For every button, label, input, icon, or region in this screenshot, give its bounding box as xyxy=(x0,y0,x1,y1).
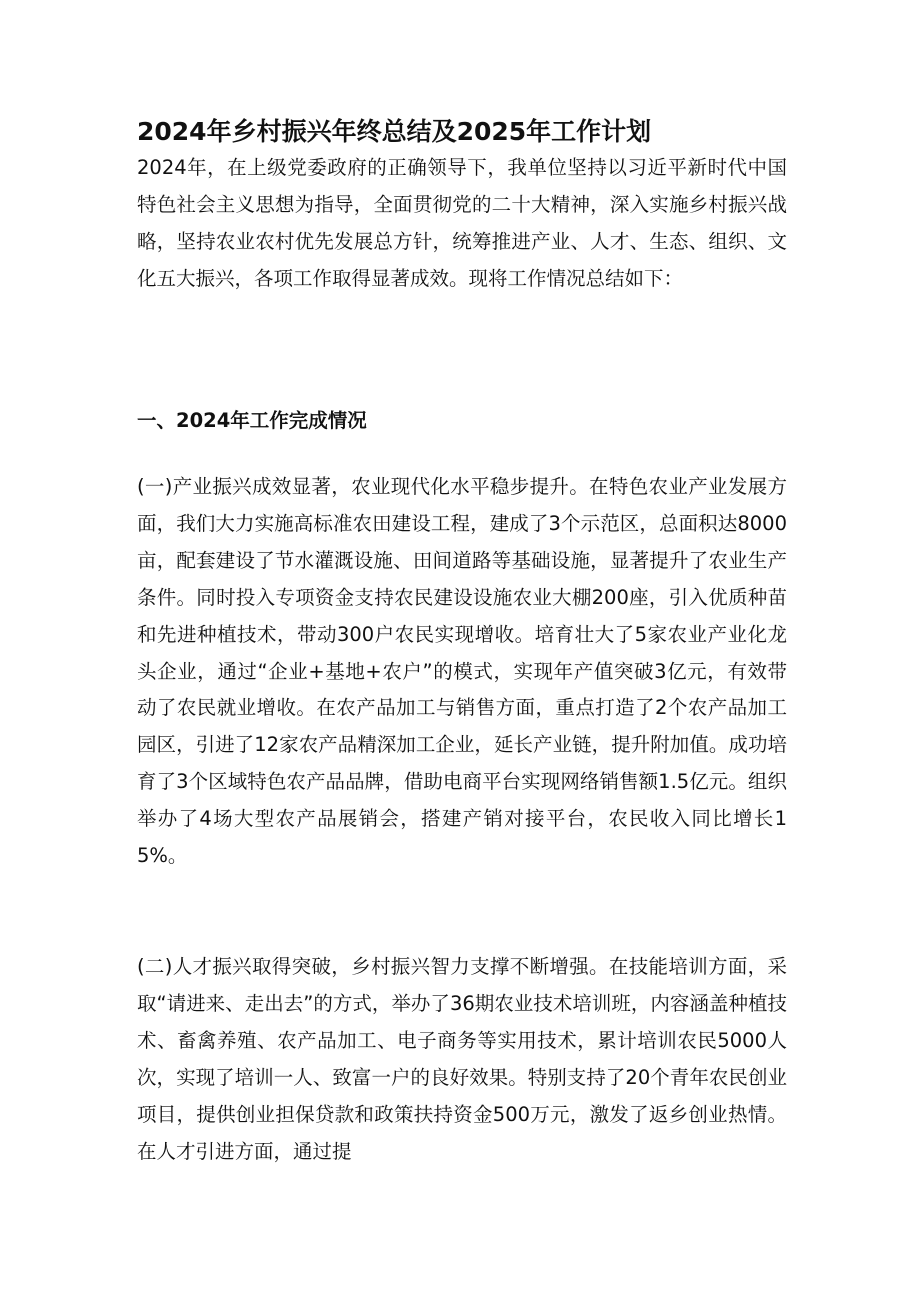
section-heading: 一、2024年工作完成情况 xyxy=(137,409,367,432)
paragraph-industry: (一)产业振兴成效显著，农业现代化水平稳步提升。在特色农业产业发展方面，我们大力实施高标准农田建设工程，建成了3个示范区，总面积达8000亩，配套建设了节水灌溉设施、田间道路等基础设施，显著提升了农业生产条件。同时投入专项资金支持农民建设设施农业大棚200座，引入优质种苗和先进种植技术，带动300户农民实现增收。培育壮大了5家农业产业化龙头企业，通过“企业+基地+农户”的模式，实现年产值突破3亿元，有效带动了农民就业增收。在农产品加工与销售方面，重点打造了2个农产品加工园区，引进了12家农产品精深加工企业，延长产业链，提升附加值。成功培育了3个区域特色农产品品牌，借助电商平台实现网络销售额1.5亿元。组织举办了4场大型农产品展销会，搭建产销对接平台，农民收入同比增长15%。 xyxy=(137,475,787,868)
document-title: 2024年乡村振兴年终总结及2025年工作计划 xyxy=(137,117,652,146)
paragraph-talent: (二)人才振兴取得突破，乡村振兴智力支撑不断增强。在技能培训方面，采取“请进来、走出去”的方式，举办了36期农业技术培训班，内容涵盖种植技术、畜禽养殖、农产品加工、电子商务等实用技术，累计培训农民5000人次，实现了培训一人、致富一户的良好效果。特别支持了20个青年农民创业项目，提供创业担保贷款和政策扶持资金500万元，激发了返乡创业热情。在人才引进方面，通过提 xyxy=(137,955,787,1163)
intro-paragraph: 2024年，在上级党委政府的正确领导下，我单位坚持以习近平新时代中国特色社会主义思想为指导，全面贯彻党的二十大精神，深入实施乡村振兴战略，坚持农业农村优先发展总方针，统筹推进产业、人才、生态、组织、文化五大振兴，各项工作取得显著成效。现将工作情况总结如下： xyxy=(137,156,787,290)
